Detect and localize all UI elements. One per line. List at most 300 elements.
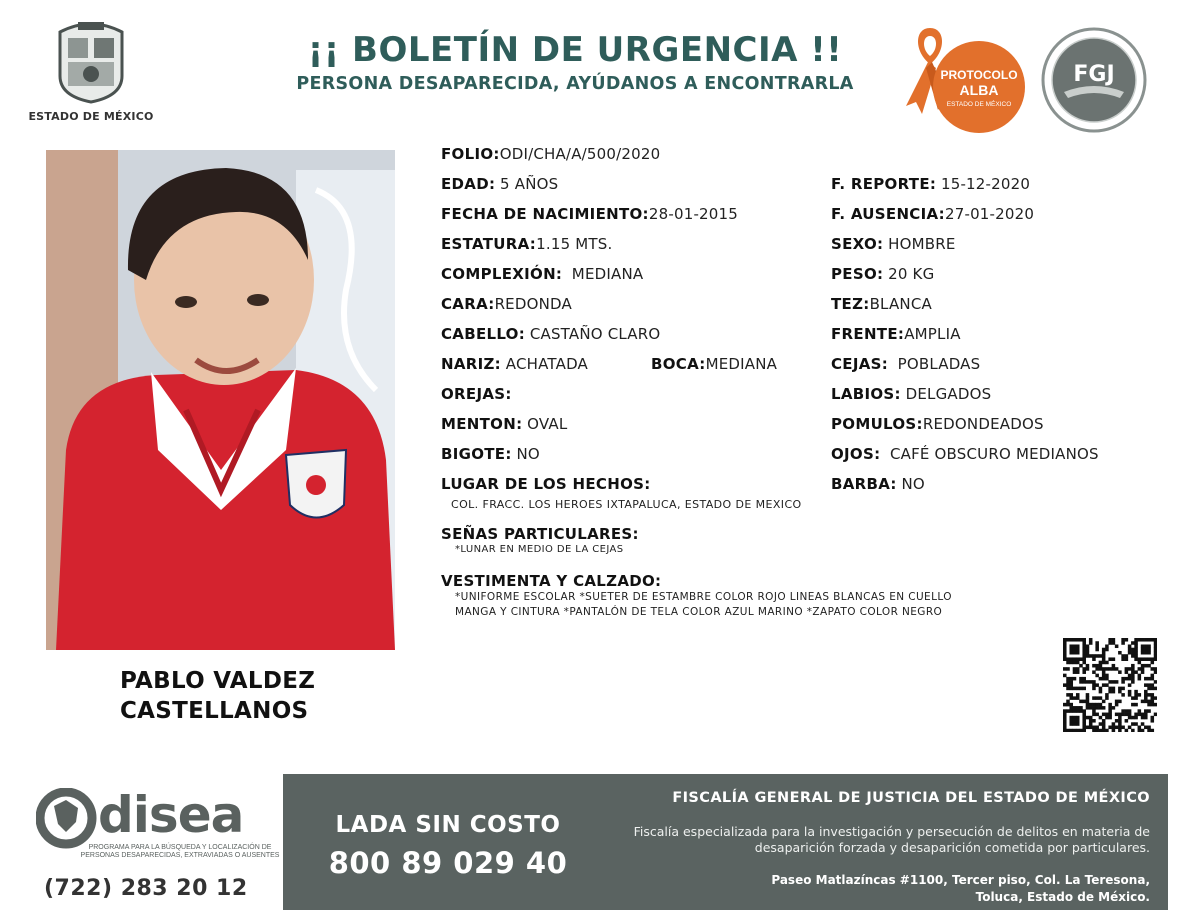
qr-module (1121, 677, 1125, 681)
qr-module (1141, 670, 1145, 674)
page-subtitle: PERSONA DESAPARECIDA, AYÚDANOS A ENCONTRARLA (296, 74, 854, 94)
odisea-logo (36, 784, 280, 910)
qr-module (1099, 690, 1103, 694)
qr-module (1128, 690, 1132, 694)
qr-module (1121, 657, 1125, 661)
qr-module (1095, 664, 1099, 668)
qr-module (1125, 670, 1129, 674)
qr-module (1089, 716, 1093, 720)
qr-module (1141, 664, 1145, 668)
qr-module (1092, 687, 1096, 691)
qr-module (1095, 713, 1099, 717)
qr-module (1076, 644, 1080, 648)
qr-module (1125, 677, 1129, 681)
qr-module (1118, 726, 1122, 730)
qr-module (1095, 729, 1099, 732)
qr-module (1131, 670, 1135, 674)
qr-module (1095, 674, 1099, 678)
qr-module (1073, 722, 1077, 726)
qr-module (1082, 648, 1086, 652)
qr-module (1063, 719, 1067, 723)
qr-module (1089, 654, 1093, 658)
field-senas-value: *LUNAR EN MEDIO DE LA CEJAS (455, 544, 624, 555)
qr-module (1112, 664, 1116, 668)
qr-module (1131, 648, 1135, 652)
qr-module (1066, 729, 1070, 732)
qr-module (1128, 674, 1132, 678)
qr-module (1069, 680, 1073, 684)
field-fecha-nacimiento: FECHA DE NACIMIENTO:28-01-2015 (441, 205, 739, 223)
qr-module (1066, 680, 1070, 684)
qr-module (1141, 648, 1145, 652)
qr-module (1141, 722, 1145, 726)
qr-code[interactable] (1063, 638, 1157, 732)
qr-module (1069, 722, 1073, 726)
qr-module (1134, 693, 1138, 697)
qr-module (1092, 696, 1096, 700)
qr-module (1151, 716, 1155, 720)
qr-module (1069, 709, 1073, 713)
qr-module (1079, 677, 1083, 681)
qr-module (1099, 654, 1103, 658)
qr-module (1125, 667, 1129, 671)
qr-module (1131, 716, 1135, 720)
field-vestimenta-line1: *UNIFORME ESCOLAR *SUETER DE ESTAMBRE COLOR ROJO LINEAS BLANCAS EN CUELLO (455, 591, 952, 603)
qr-module (1082, 670, 1086, 674)
qr-module (1134, 654, 1138, 658)
qr-module (1128, 677, 1132, 681)
qr-module (1151, 729, 1155, 732)
qr-module (1092, 729, 1096, 732)
qr-module (1089, 703, 1093, 707)
field-menton: MENTON: OVAL (441, 415, 568, 433)
qr-module (1121, 638, 1125, 642)
qr-module (1125, 654, 1129, 658)
qr-module (1092, 719, 1096, 723)
qr-module (1105, 648, 1109, 652)
qr-module (1151, 667, 1155, 671)
qr-module (1063, 638, 1067, 642)
qr-module (1138, 667, 1142, 671)
qr-module (1131, 680, 1135, 684)
qr-module (1082, 641, 1086, 645)
field-sexo: SEXO: HOMBRE (831, 235, 956, 253)
qr-module (1144, 644, 1148, 648)
qr-module (1092, 726, 1096, 730)
qr-module (1063, 667, 1067, 671)
qr-module (1102, 667, 1106, 671)
qr-module (1066, 638, 1070, 642)
qr-module (1141, 667, 1145, 671)
qr-module (1134, 651, 1138, 655)
qr-module (1147, 709, 1151, 713)
person-name-line1: PABLO VALDEZ (120, 668, 316, 694)
qr-module (1108, 726, 1112, 730)
field-nariz: NARIZ: ACHATADA (441, 355, 589, 373)
fgj-seal (1040, 26, 1148, 134)
qr-module (1102, 677, 1106, 681)
qr-module (1063, 644, 1067, 648)
qr-module (1082, 700, 1086, 704)
qr-module (1125, 709, 1129, 713)
qr-module (1154, 670, 1157, 674)
qr-module (1138, 729, 1142, 732)
qr-module (1144, 664, 1148, 668)
qr-module (1082, 680, 1086, 684)
qr-module (1092, 670, 1096, 674)
qr-module (1115, 644, 1119, 648)
qr-module (1144, 683, 1148, 687)
qr-module (1138, 674, 1142, 678)
qr-module (1112, 638, 1116, 642)
qr-module (1099, 661, 1103, 665)
qr-module (1131, 664, 1135, 668)
qr-module (1134, 722, 1138, 726)
qr-module (1128, 683, 1132, 687)
qr-module (1144, 713, 1148, 717)
qr-module (1151, 661, 1155, 665)
map-pin-icon (36, 788, 100, 852)
qr-module (1121, 654, 1125, 658)
qr-module (1118, 651, 1122, 655)
qr-module (1141, 644, 1145, 648)
qr-module (1086, 703, 1090, 707)
qr-module (1095, 644, 1099, 648)
qr-module (1108, 716, 1112, 720)
qr-module (1154, 648, 1157, 652)
qr-module (1118, 729, 1122, 732)
qr-module (1069, 719, 1073, 723)
qr-module (1102, 661, 1106, 665)
field-lugar-label: LUGAR DE LOS HECHOS: (441, 475, 651, 493)
qr-module (1121, 726, 1125, 730)
qr-module (1115, 713, 1119, 717)
qr-module (1092, 657, 1096, 661)
qr-module (1141, 651, 1145, 655)
qr-module (1063, 648, 1067, 652)
qr-module (1069, 693, 1073, 697)
qr-module (1144, 700, 1148, 704)
qr-module (1108, 680, 1112, 684)
qr-module (1089, 726, 1093, 730)
qr-module (1151, 687, 1155, 691)
qr-module (1073, 716, 1077, 720)
qr-module (1073, 670, 1077, 674)
qr-module (1131, 703, 1135, 707)
qr-module (1131, 696, 1135, 700)
qr-module (1147, 700, 1151, 704)
qr-module (1073, 667, 1077, 671)
qr-module (1063, 683, 1067, 687)
qr-module (1134, 696, 1138, 700)
lada-phone-number[interactable]: 800 89 029 40 (328, 846, 568, 880)
qr-module (1076, 696, 1080, 700)
qr-module (1118, 687, 1122, 691)
qr-module (1095, 683, 1099, 687)
qr-module (1086, 716, 1090, 720)
qr-module (1102, 700, 1106, 704)
qr-module (1144, 693, 1148, 697)
qr-module (1076, 706, 1080, 710)
qr-module (1092, 703, 1096, 707)
qr-module (1108, 687, 1112, 691)
field-cabello: CABELLO: CASTAÑO CLARO (441, 325, 661, 343)
qr-module (1141, 716, 1145, 720)
qr-module (1069, 703, 1073, 707)
qr-module (1141, 700, 1145, 704)
qr-module (1131, 677, 1135, 681)
qr-module (1073, 677, 1077, 681)
qr-module (1115, 726, 1119, 730)
qr-module (1076, 670, 1080, 674)
qr-module (1105, 644, 1109, 648)
qr-module (1095, 654, 1099, 658)
qr-module (1099, 716, 1103, 720)
field-labios: LABIOS: DELGADOS (831, 385, 992, 403)
qr-module (1069, 696, 1073, 700)
qr-module (1134, 716, 1138, 720)
qr-module (1144, 690, 1148, 694)
qr-module (1112, 687, 1116, 691)
qr-module (1154, 680, 1157, 684)
qr-module (1066, 667, 1070, 671)
qr-module (1082, 722, 1086, 726)
odisea-description: PROGRAMA PARA LA BÚSQUEDA Y LOCALIZACIÓN DE PERSONAS DESAPARECIDAS, EXTRAVIADAS O AUSENTES (80, 844, 280, 859)
qr-module (1095, 641, 1099, 645)
qr-module (1082, 726, 1086, 730)
qr-module (1066, 687, 1070, 691)
qr-module (1092, 664, 1096, 668)
qr-module (1141, 657, 1145, 661)
qr-module (1147, 726, 1151, 730)
qr-module (1131, 654, 1135, 658)
qr-module (1128, 726, 1132, 730)
qr-module (1112, 690, 1116, 694)
qr-module (1063, 722, 1067, 726)
qr-module (1082, 661, 1086, 665)
odisea-phone[interactable]: (722) 283 20 12 (44, 876, 248, 901)
qr-module (1102, 713, 1106, 717)
qr-module (1092, 683, 1096, 687)
qr-module (1121, 709, 1125, 713)
qr-module (1154, 696, 1157, 700)
qr-module (1082, 657, 1086, 661)
qr-module (1112, 722, 1116, 726)
qr-module (1102, 670, 1106, 674)
qr-module (1102, 648, 1106, 652)
footer-band (283, 774, 1168, 910)
qr-module (1105, 677, 1109, 681)
address-line1: Paseo Matlazíncas #1100, Tercer piso, Col. La Teresona, (771, 873, 1150, 887)
person-name-line2: CASTELLANOS (120, 698, 309, 724)
field-peso: PESO: 20 KG (831, 265, 935, 283)
qr-module (1115, 703, 1119, 707)
qr-module (1076, 638, 1080, 642)
qr-module (1128, 693, 1132, 697)
field-tez: TEZ:BLANCA (831, 295, 932, 313)
qr-module (1069, 683, 1073, 687)
qr-module (1069, 677, 1073, 681)
qr-module (1066, 683, 1070, 687)
qr-module (1128, 709, 1132, 713)
qr-module (1073, 638, 1077, 642)
qr-module (1154, 651, 1157, 655)
qr-module (1069, 716, 1073, 720)
qr-module (1076, 687, 1080, 691)
qr-module (1063, 654, 1067, 658)
qr-module (1076, 722, 1080, 726)
qr-module (1082, 687, 1086, 691)
alba-badge: PROTOCOLO ALBA ESTADO DE MÉXICO (933, 41, 1025, 133)
qr-module (1073, 696, 1077, 700)
field-cejas: CEJAS: POBLADAS (831, 355, 981, 373)
qr-module (1079, 687, 1083, 691)
qr-module (1128, 644, 1132, 648)
qr-module (1073, 648, 1077, 652)
qr-module (1079, 664, 1083, 668)
qr-module (1089, 638, 1093, 642)
qr-module (1086, 654, 1090, 658)
qr-module (1144, 638, 1148, 642)
qr-module (1082, 709, 1086, 713)
qr-module (1102, 722, 1106, 726)
qr-module (1076, 719, 1080, 723)
qr-module (1112, 667, 1116, 671)
qr-module (1147, 638, 1151, 642)
qr-module (1128, 713, 1132, 717)
qr-module (1086, 664, 1090, 668)
qr-module (1063, 651, 1067, 655)
qr-module (1138, 709, 1142, 713)
qr-module (1138, 726, 1142, 730)
field-ojos: OJOS: CAFÉ OBSCURO MEDIANOS (831, 445, 1099, 463)
qr-module (1076, 716, 1080, 720)
qr-module (1144, 648, 1148, 652)
protocolo-alba-logo (900, 22, 1030, 134)
qr-module (1144, 677, 1148, 681)
qr-module (1147, 729, 1151, 732)
qr-module (1115, 719, 1119, 723)
qr-module (1066, 661, 1070, 665)
qr-module (1134, 690, 1138, 694)
qr-module (1151, 696, 1155, 700)
qr-module (1063, 729, 1067, 732)
qr-module (1076, 648, 1080, 652)
qr-module (1082, 677, 1086, 681)
qr-module (1102, 674, 1106, 678)
qr-module (1154, 703, 1157, 707)
qr-module (1095, 726, 1099, 730)
qr-module (1144, 716, 1148, 720)
qr-module (1125, 719, 1129, 723)
qr-module (1141, 638, 1145, 642)
qr-module (1095, 648, 1099, 652)
field-orejas: OREJAS: (441, 385, 512, 403)
qr-module (1105, 713, 1109, 717)
qr-module (1134, 641, 1138, 645)
qr-module (1073, 644, 1077, 648)
qr-module (1131, 667, 1135, 671)
qr-module (1063, 641, 1067, 645)
qr-module (1105, 683, 1109, 687)
qr-module (1076, 709, 1080, 713)
qr-module (1131, 722, 1135, 726)
qr-module (1086, 648, 1090, 652)
qr-module (1092, 713, 1096, 717)
qr-module (1099, 696, 1103, 700)
qr-module (1082, 716, 1086, 720)
qr-module (1095, 696, 1099, 700)
qr-module (1069, 687, 1073, 691)
qr-module (1073, 657, 1077, 661)
qr-module (1082, 654, 1086, 658)
qr-module (1125, 713, 1129, 717)
qr-module (1134, 713, 1138, 717)
qr-module (1082, 713, 1086, 717)
field-lugar-value: COL. FRACC. LOS HEROES IXTAPALUCA, ESTADO DE MEXICO (451, 498, 802, 511)
qr-module (1102, 651, 1106, 655)
qr-module (1154, 638, 1157, 642)
qr-module (1069, 729, 1073, 732)
qr-module (1102, 726, 1106, 730)
qr-module (1144, 657, 1148, 661)
field-pomulos: POMULOS:REDONDEADOS (831, 415, 1044, 433)
fgj-address (630, 872, 1150, 906)
qr-module (1095, 703, 1099, 707)
qr-module (1102, 729, 1106, 732)
qr-module (1151, 677, 1155, 681)
qr-module (1086, 667, 1090, 671)
qr-module (1147, 683, 1151, 687)
qr-module (1154, 641, 1157, 645)
qr-module (1138, 713, 1142, 717)
qr-module (1076, 729, 1080, 732)
qr-module (1151, 693, 1155, 697)
qr-module (1099, 687, 1103, 691)
qr-module (1105, 696, 1109, 700)
qr-module (1147, 651, 1151, 655)
qr-module (1125, 729, 1129, 732)
qr-module (1086, 651, 1090, 655)
qr-module (1066, 703, 1070, 707)
qr-module (1151, 719, 1155, 723)
qr-module (1092, 654, 1096, 658)
qr-module (1076, 651, 1080, 655)
field-f-ausencia: F. AUSENCIA:27-01-2020 (831, 205, 1035, 223)
qr-module (1102, 706, 1106, 710)
qr-module (1147, 693, 1151, 697)
qr-module (1131, 674, 1135, 678)
qr-module (1073, 651, 1077, 655)
qr-module (1063, 674, 1067, 678)
qr-module (1086, 700, 1090, 704)
field-estatura: ESTATURA:1.15 MTS. (441, 235, 613, 253)
qr-module (1147, 687, 1151, 691)
fgj-title: FISCALÍA GENERAL DE JUSTICIA DEL ESTADO DE MÉXICO (672, 790, 1150, 806)
qr-module (1154, 713, 1157, 717)
qr-module (1144, 726, 1148, 730)
qr-module (1105, 674, 1109, 678)
fgj-description: Fiscalía especializada para la investigación y persecución de delitos en materia de desaparición forzada y desaparición cometida por particulares. (633, 824, 1150, 855)
qr-module (1102, 654, 1106, 658)
qr-module (1147, 644, 1151, 648)
qr-module (1138, 638, 1142, 642)
qr-module (1069, 638, 1073, 642)
field-boca: BOCA:MEDIANA (651, 355, 778, 373)
qr-module (1154, 657, 1157, 661)
qr-module (1079, 680, 1083, 684)
qr-module (1121, 687, 1125, 691)
